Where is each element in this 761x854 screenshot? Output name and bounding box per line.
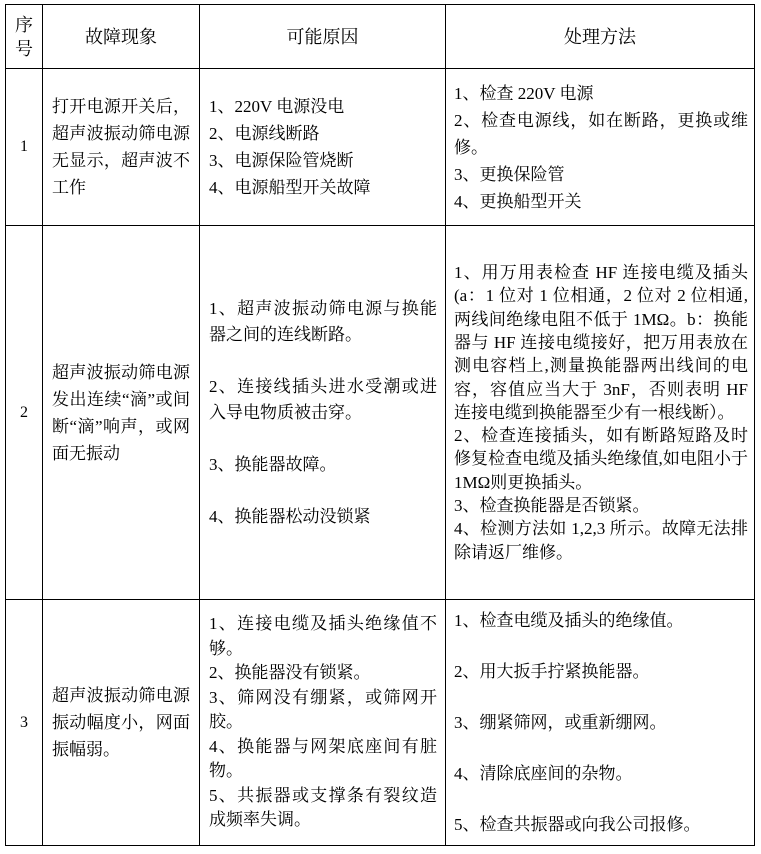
paragraph: 2、电源线断路 — [209, 124, 320, 143]
paragraph: 2、连接线插头进水受潮或进入导电物质被击穿。 — [209, 376, 437, 422]
cell-possible-cause — [200, 600, 446, 846]
cell-possible-cause — [200, 226, 446, 600]
paragraph: 1、超声波振动筛电源与换能器之间的连线断路。 — [209, 298, 437, 344]
paragraph: 1、连接电缆及插头绝缘值不够。 — [209, 614, 437, 658]
paragraph: 1、检查 220V 电源 — [454, 83, 594, 103]
cell-seq-number: 1 — [6, 69, 43, 226]
troubleshooting-table — [5, 4, 755, 846]
cell-seq-number: 3 — [6, 600, 43, 846]
paragraph: 4、电源船型开关故障 — [209, 178, 371, 197]
cell-fault-phenomenon — [43, 600, 200, 846]
header-fault-phenomenon: 故障现象 — [43, 5, 200, 69]
header-handling-method: 处理方法 — [446, 5, 755, 69]
header-seq-number: 序号 — [6, 5, 43, 69]
paragraph: 3、筛网没有绷紧，或筛网开胶。 — [209, 687, 437, 732]
cell-handling-method — [446, 69, 755, 226]
paragraph: 5、检查共振器或向我公司报修。 — [454, 814, 701, 834]
paragraph: 超声波振动筛电源发出连续“滴”或间断“滴”响声，或网面无振动 — [52, 362, 190, 463]
paragraph: 5、共振器或支撑条有裂纹造成频率失调。 — [209, 785, 437, 830]
cell-handling-method — [446, 600, 755, 846]
paragraph: 1、检查电缆及插头的绝缘值。 — [454, 610, 684, 630]
paragraph: 超声波振动筛电源振动幅度小，网面振幅弱。 — [52, 686, 190, 759]
cell-handling-method — [446, 226, 755, 600]
paragraph: 打开电源开关后，超声波振动筛电源无显示，超声波不工作 — [52, 97, 190, 197]
table-row — [6, 69, 755, 226]
paragraph: 4、检测方法如 1,2,3 所示。故障无法排除请返厂维修。 — [454, 519, 748, 562]
paragraph: 3、检查换能器是否锁紧。 — [454, 496, 650, 516]
header-possible-cause: 可能原因 — [200, 5, 446, 69]
paragraph: 3、更换保险管 — [454, 164, 565, 184]
cell-seq-number: 2 — [6, 226, 43, 600]
paragraph: 2、检查电源线，如在断路，更换或维修。 — [454, 110, 748, 157]
cell-fault-phenomenon — [43, 226, 200, 600]
paragraph: 2、检查连接插头，如有断路短路及时修复检查电缆及插头绝缘值,如电阻小于 1MΩ则更换插头。 — [454, 426, 748, 492]
paragraph: 4、换能器与网架底座间有脏物。 — [209, 736, 437, 781]
paragraph: 3、电源保险管烧断 — [209, 151, 354, 170]
paragraph: 4、清除底座间的杂物。 — [454, 763, 633, 783]
paragraph: 4、更换船型开关 — [454, 191, 582, 211]
cell-fault-phenomenon — [43, 69, 200, 226]
paragraph: 3、换能器故障。 — [209, 454, 337, 474]
paragraph: 2、换能器没有锁紧。 — [209, 663, 371, 683]
paragraph: 4、换能器松动没锁紧 — [209, 506, 371, 526]
paragraph: 1、用万用表检查 HF 连接电缆及插头(a：1 位对 1 位相通，2 位对 2 位相通,两线间绝缘电阻不低于 1MΩ。b：换能器与 HF 连接电缆接好，把万用表放在测电容档上,测量换能器两出线间的电容，容值应当大于 3nF，否则表明 HF 连接电缆到换能器至少有一根线断）。 — [454, 263, 748, 422]
paragraph: 1、220V 电源没电 — [209, 97, 345, 116]
table-row — [6, 226, 755, 600]
paragraph: 3、绷紧筛网，或重新绷网。 — [454, 712, 667, 732]
paragraph: 2、用大扳手拧紧换能器。 — [454, 661, 650, 681]
cell-possible-cause — [200, 69, 446, 226]
table-header-row — [6, 5, 755, 69]
table-body — [6, 69, 755, 846]
table-row — [6, 600, 755, 846]
